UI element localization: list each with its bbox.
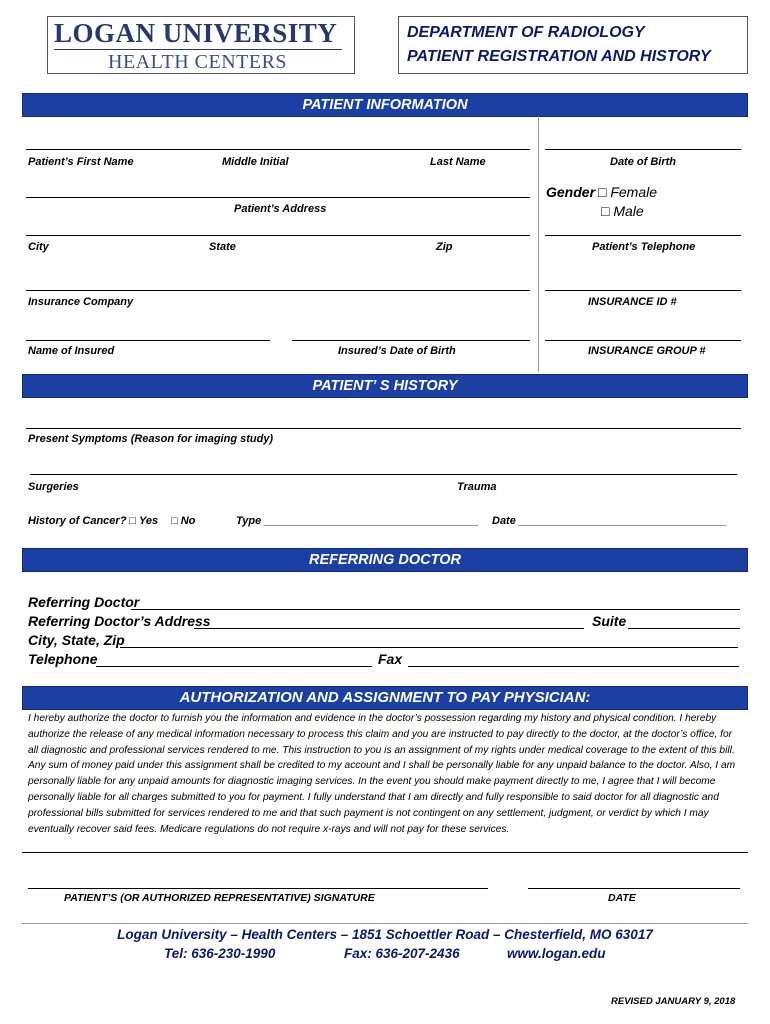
insured-name-field[interactable] [26,340,270,341]
insurance-company-label: Insurance Company [28,296,134,308]
history-of-cancer-no[interactable]: □ No [171,515,196,527]
signature-date-label: DATE [608,892,636,904]
address-label: Patient’s Address [234,203,327,215]
city-state-zip-field[interactable] [26,235,530,236]
symptoms-field[interactable] [26,428,741,429]
insurance-group-field[interactable] [545,340,741,341]
last-name-label: Last Name [430,156,486,168]
state-label: State [209,241,236,253]
footer-address: Logan University – Health Centers – 1851 Schoettler Road – Chesterfield, MO 63017 [117,927,653,942]
telephone-field[interactable] [545,235,741,236]
referring-telephone-label: Telephone [28,651,98,667]
form-title: PATIENT REGISTRATION AND HISTORY [407,48,711,65]
fax-field[interactable] [408,666,739,667]
gender-label: Gender [546,184,596,200]
referring-doctor-label: Referring Doctor [28,594,140,610]
suite-field[interactable] [628,628,740,629]
authorization-rule [22,852,748,853]
insurance-id-label: INSURANCE ID # [588,296,677,308]
footer-rule [22,923,748,924]
referring-city-field[interactable] [120,647,738,648]
referring-telephone-field[interactable] [96,666,372,667]
insurance-id-field[interactable] [545,290,741,291]
signature-label: PATIENT’S (OR AUTHORIZED REPRESENTATIVE) SIGNATURE [64,892,375,904]
insurance-group-label: INSURANCE GROUP # [588,345,706,357]
city-state-zip-label: City, State, Zip [28,632,125,648]
city-label: City [28,241,49,253]
first-name-label: Patient’s First Name [28,156,134,168]
insurance-company-field[interactable] [26,290,530,291]
male-checkbox[interactable]: □ Male [601,203,644,219]
insured-dob-field[interactable] [292,340,530,341]
authorization-heading: AUTHORIZATION AND ASSIGNMENT TO PAY PHYSICIAN: [22,686,748,710]
footer-fax: Fax: 636-207-2436 [344,946,460,961]
revised-date: REVISED JANUARY 9, 2018 [611,996,736,1007]
column-divider [538,116,539,372]
cancer-type-field[interactable]: Type ___________________________________ [236,515,479,527]
zip-label: Zip [436,241,453,253]
fax-label: Fax [378,651,403,667]
form-title-box [398,16,748,74]
footer-website[interactable]: www.logan.edu [507,946,606,961]
history-of-cancer-yes[interactable]: History of Cancer? □ Yes [28,515,159,527]
female-checkbox[interactable]: □ Female [598,184,658,200]
authorization-text: I hereby authorize the doctor to furnish you the information and evidence in the doctor’s possession regarding my history and physical condition. I hereby authorize the release of any medical information necessary to process this claim and you are instructed to pay directly to the doctor, at the doctor’s office, for all diagnostic and professional services rendered to me. This instruction to you is an assignment of my rights under medical coverage to the extent of this bill. Any sum of money paid under this assignment shall be credited to my account and I shall be personally liable for any unpaid balance to the doctor. Also, I am personally liable for any unpaid amounts for diagnostic imaging services. In the event you should make payment directly to me, I agree that I will become personally liable for all charges submitted to you for payment. I fully understand that I am directly and fully responsible to said doctor for all diagnostic and professional bills submitted for services rendered to me and that such payment is not contingent on any settlement, judgment, or verdict by which I may eventually recover said fees. Medicare regulations do not require x-rays and will not pay for these services. [28,713,736,835]
trauma-label: Trauma [457,481,497,493]
dob-field[interactable] [545,149,741,150]
referring-address-label: Referring Doctor’s Address [28,613,211,629]
signature-date-field[interactable] [528,888,740,889]
surgeries-label: Surgeries [28,481,79,493]
department-title: DEPARTMENT OF RADIOLOGY [407,24,645,41]
patient-history-heading: PATIENT’ S HISTORY [22,374,748,398]
suite-label: Suite [592,613,627,629]
referring-doctor-field[interactable] [131,609,740,610]
patient-information-heading: PATIENT INFORMATION [22,93,748,117]
insured-dob-label: Insured’s Date of Birth [338,345,456,357]
logo-rule [54,49,342,50]
logo [47,16,355,74]
symptoms-label: Present Symptoms (Reason for imaging study) [28,433,274,445]
name-of-insured-label: Name of Insured [28,345,115,357]
telephone-label: Patient’s Telephone [592,241,696,253]
footer-tel: Tel: 636-230-1990 [164,946,276,961]
signature-field[interactable] [28,888,488,889]
name-field[interactable] [26,149,530,150]
cancer-date-field[interactable]: Date __________________________________ [492,515,727,527]
surgeries-trauma-field[interactable] [30,474,737,475]
referring-address-field[interactable] [194,628,584,629]
referring-doctor-heading: REFERRING DOCTOR [22,548,748,572]
middle-initial-label: Middle Initial [222,156,289,168]
logo-line2: HEALTH CENTERS [108,51,288,73]
dob-label: Date of Birth [610,156,676,168]
address-field[interactable] [26,197,530,198]
logo-line1: LOGAN UNIVERSITY [54,18,338,48]
